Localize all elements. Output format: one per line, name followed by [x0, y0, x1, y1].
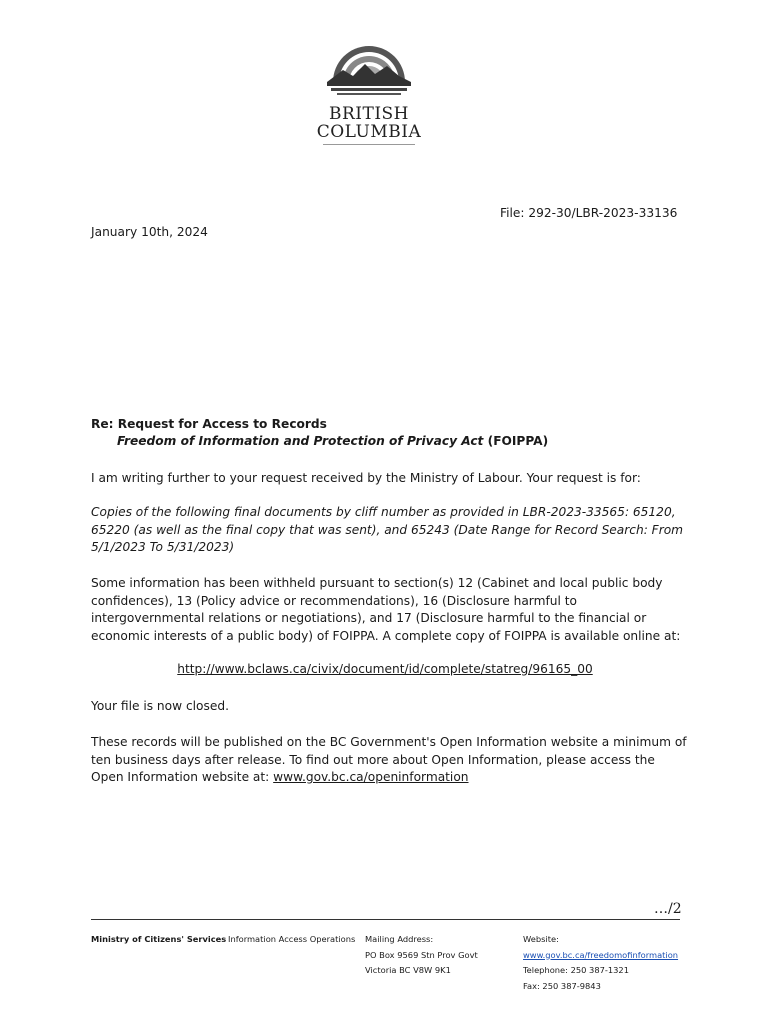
publish-text: These records will be published on the BC Government's Open Information website a minimum of ten business days after release. To find out more about Open Information, please access the Open Information website at:	[91, 735, 687, 784]
website-link[interactable]: www.gov.bc.ca/freedomofinformation	[523, 949, 679, 960]
file-number: File: 292-30/LBR-2023-33136	[500, 206, 678, 220]
letter-date: January 10th, 2024	[91, 225, 208, 239]
publish-paragraph	[91, 734, 691, 787]
page-continuation-marker: …/2	[654, 901, 682, 917]
footer-ministry: Ministry of Citizens' Services	[91, 934, 227, 944]
mailing-line2: Victoria BC V8W 9K1	[365, 965, 451, 975]
act-reference	[117, 433, 548, 451]
logo-divider	[323, 144, 415, 145]
foippa-link[interactable]: http://www.bclaws.ca/civix/document/id/complete/statreg/96165_00	[177, 662, 593, 676]
mailing-line1: PO Box 9569 Stn Prov Govt	[365, 949, 478, 960]
request-paragraph: Copies of the following final documents by cliff number as provided in LBR-2023-33565: 65120, 65220 (as well as the final copy that was sent), and 65243 (Date Range for Record Search: From 5/1/2023 To 5/31/2023)	[91, 505, 684, 554]
footer-unit: Information Access Operations	[228, 934, 356, 944]
act-name: Freedom of Information and Protection of Privacy Act	[117, 434, 484, 448]
logo-text-line1: BRITISH	[328, 104, 410, 124]
logo-text-line2: COLUMBIA	[316, 122, 422, 142]
intro-paragraph: I am writing further to your request received by the Ministry of Labour. Your request is for:	[91, 471, 641, 485]
closed-paragraph: Your file is now closed.	[91, 699, 229, 713]
fax: Fax: 250 387-9843	[523, 980, 601, 991]
open-information-link[interactable]: www.gov.bc.ca/openinformation	[273, 770, 469, 784]
sun-mountain-icon	[313, 44, 425, 106]
telephone: Telephone: 250 387-1321	[523, 965, 629, 975]
footer-mailing-address	[365, 932, 478, 979]
foippa-link-line	[0, 661, 770, 679]
act-abbrev: (FOIPPA)	[483, 434, 549, 448]
footer-divider	[91, 919, 680, 920]
mailing-label: Mailing Address:	[365, 934, 434, 944]
website-label: Website:	[523, 934, 559, 944]
bc-government-logo	[313, 44, 425, 148]
footer-contact	[523, 932, 678, 994]
withheld-paragraph: Some information has been withheld pursuant to section(s) 12 (Cabinet and local public body confidences), 13 (Policy advice or recommendations), 16 (Disclosure harmful to intergovernmental relations or negotiations), and 17 (Disclosure harmful to the financial or economic interests of a public body) of FOIPPA. A complete copy of FOIPPA is available online at:	[91, 576, 681, 643]
subject-line: Re: Request for Access to Records	[91, 417, 327, 431]
